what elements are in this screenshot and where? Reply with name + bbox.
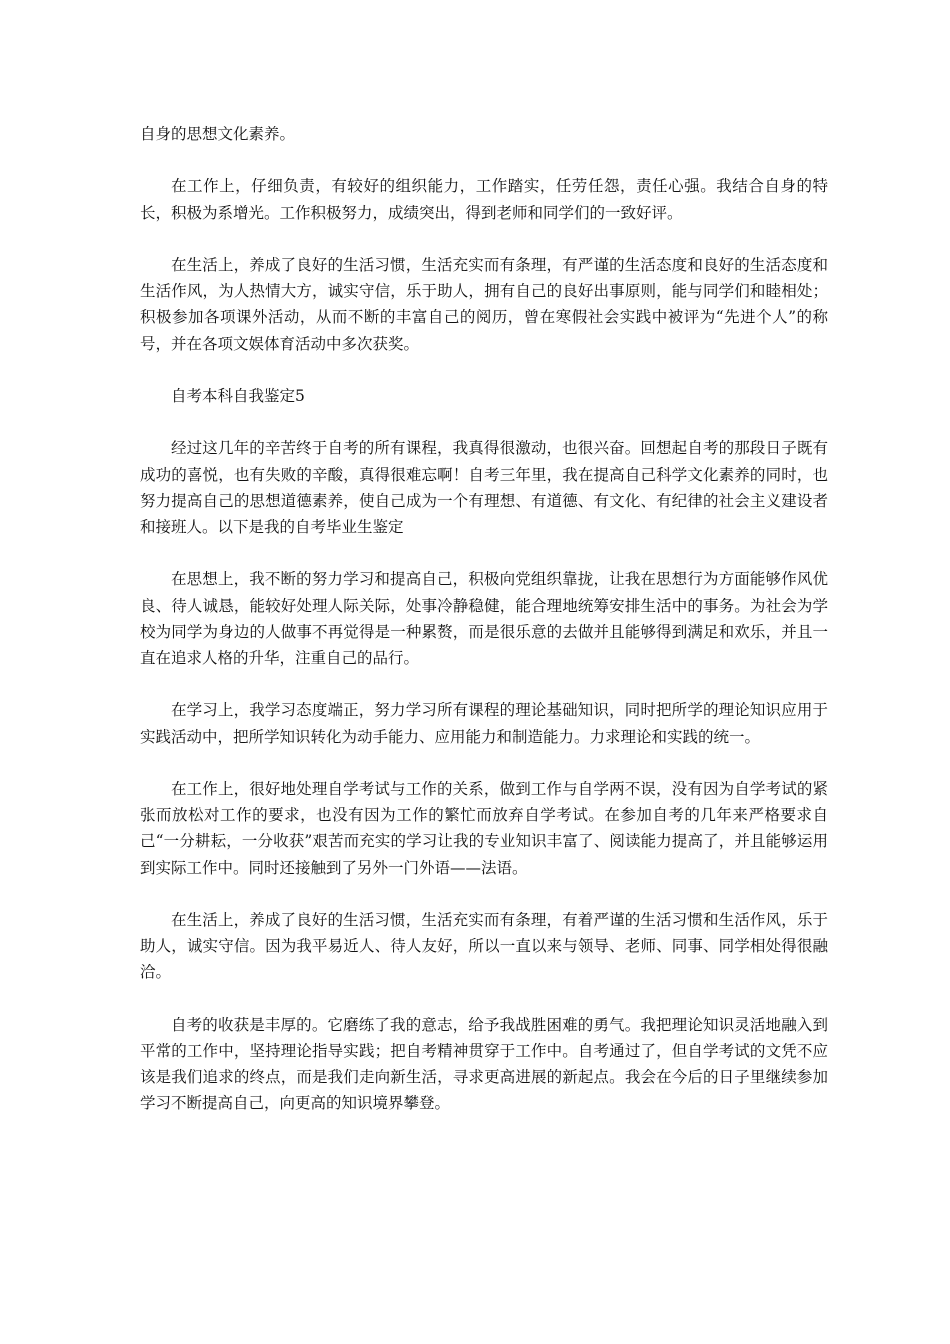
paragraph-conclusion: 自考的收获是丰厚的。它磨练了我的意志，给予我战胜困难的勇气。我把理论知识灵活地融入到平常的工作中，坚持理论指导实践；把自考精神贯穿于工作中。自考通过了，但自学考试的文凭不应该是我们追求的终点，而是我们走向新生活，寻求更高进展的新起点。我会在今后的日子里继续参加学习不断提高自己，向更高的知识境界攀登。 [140,1015,828,1113]
paragraph-continuation: 自身的思想文化素养。 [140,125,296,143]
paragraph-life: 在生活上，养成了良好的生活习惯，生活充实而有条理，有严谨的生活态度和良好的生活态度和生活作风，为人热情大方，诚实守信，乐于助人，拥有自己的良好出事原则，能与同学们和睦相处；积极参加各项课外活动，从而不断的丰富自己的阅历，曾在寒假社会实践中被评为“先进个人”的称号，并在各项文娱体育活动中多次获奖。 [140,255,828,353]
section-heading: 自考本科自我鉴定5 [171,386,305,405]
paragraph-intro: 经过这几年的辛苦终于自考的所有课程，我真得很激动，也很兴奋。回想起自考的那段日子既有成功的喜悦，也有失败的辛酸，真得很难忘啊！自考三年里，我在提高自己科学文化素养的同时，也努力提高自己的思想道德素养，使自己成为一个有理想、有道德、有文化、有纪律的社会主义建设者和接班人。以下是我的自考毕业生鉴定 [140,439,828,536]
paragraph-study: 在学习上，我学习态度端正，努力学习所有课程的理论基础知识，同时把所学的理论知识应用于实践活动中，把所学知识转化为动手能力、应用能力和制造能力。力求理论和实践的统一。 [140,701,828,746]
paragraph-thought: 在思想上，我不断的努力学习和提高自己，积极向党组织靠拢，让我在思想行为方面能够作风优良、待人诚恳，能较好处理人际关际，处事冷静稳健，能合理地统筹安排生活中的事务。为社会为学校为同学为身边的人做事不再觉得是一种累赘，而是很乐意的去做并且能够得到满足和欢乐，并且一直在追求人格的升华，注重自己的品行。 [140,570,828,667]
paragraph-life-2: 在生活上，养成了良好的生活习惯，生活充实而有条理，有着严谨的生活习惯和生活作风，乐于助人，诚实守信。因为我平易近人、待人友好，所以一直以来与领导、老师、同事、同学相处得很融洽。 [140,910,828,982]
paragraph-work-2: 在工作上，很好地处理自学考试与工作的关系，做到工作与自学两不误，没有因为自学考试的紧张而放松对工作的要求，也没有因为工作的繁忙而放弃自学考试。在参加自考的几年来严格要求自己“一分耕耘，一分收获”艰苦而充实的学习让我的专业知识丰富了、阅读能力提高了，并且能够运用到实际工作中。同时还接触到了另外一门外语——法语。 [140,779,828,877]
paragraph-work: 在工作上，仔细负责，有较好的组织能力，工作踏实，任劳任怨，责任心强。我结合自身的特长，积极为系增光。工作积极努力，成绩突出，得到老师和同学们的一致好评。 [140,177,828,222]
document-body [140,121,828,1143]
